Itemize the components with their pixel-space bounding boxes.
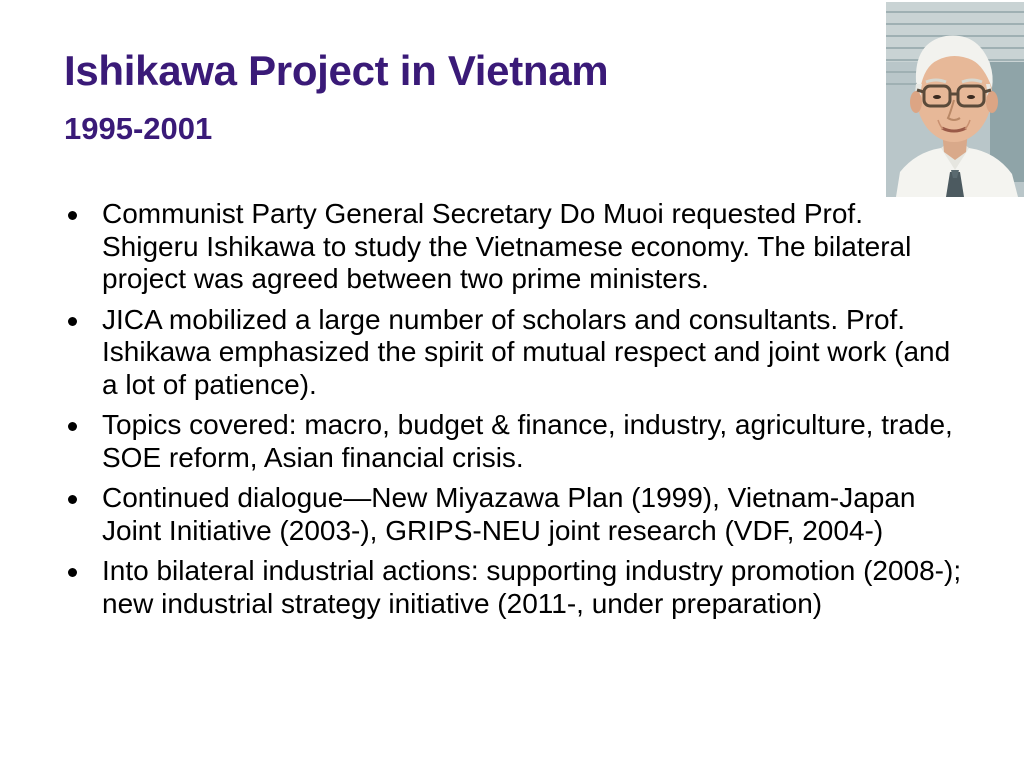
bullet-dot xyxy=(68,422,77,431)
bullet-text: Communist Party General Secretary Do Muoi requested Prof. Shigeru Ishikawa to study the Vietnamese economy. The bilateral project was agreed between two prime ministers. xyxy=(102,198,912,294)
bullet-item xyxy=(64,482,964,547)
bullet-text: Continued dialogue—New Miyazawa Plan (1999), Vietnam-Japan Joint Initiative (2003-), GRIPS-NEU joint research (VDF, 2004-) xyxy=(102,482,916,546)
bullet-list xyxy=(64,198,964,628)
bullet-dot xyxy=(68,317,77,326)
bullet-item xyxy=(64,555,964,620)
slide-subtitle: 1995-2001 xyxy=(64,111,213,146)
bullet-text: JICA mobilized a large number of scholars and consultants. Prof. Ishikawa emphasized the spirit of mutual respect and joint work (and a lot of patience). xyxy=(102,303,951,400)
bullet-item xyxy=(64,409,964,474)
bullet-dot xyxy=(68,211,77,220)
bullet-item xyxy=(64,304,964,402)
bullet-dot xyxy=(68,568,77,577)
bullet-dot xyxy=(68,495,77,504)
bullet-item xyxy=(64,198,964,296)
bullet-text: Into bilateral industrial actions: supporting industry promotion (2008-); new industrial strategy initiative (2011-, under preparation) xyxy=(102,555,962,619)
bullet-text: Topics covered: macro, budget & finance, industry, agriculture, trade, SOE reform, Asian financial crisis. xyxy=(102,409,953,473)
portrait-photo xyxy=(886,2,1024,197)
slide-title: Ishikawa Project in Vietnam xyxy=(64,47,609,94)
